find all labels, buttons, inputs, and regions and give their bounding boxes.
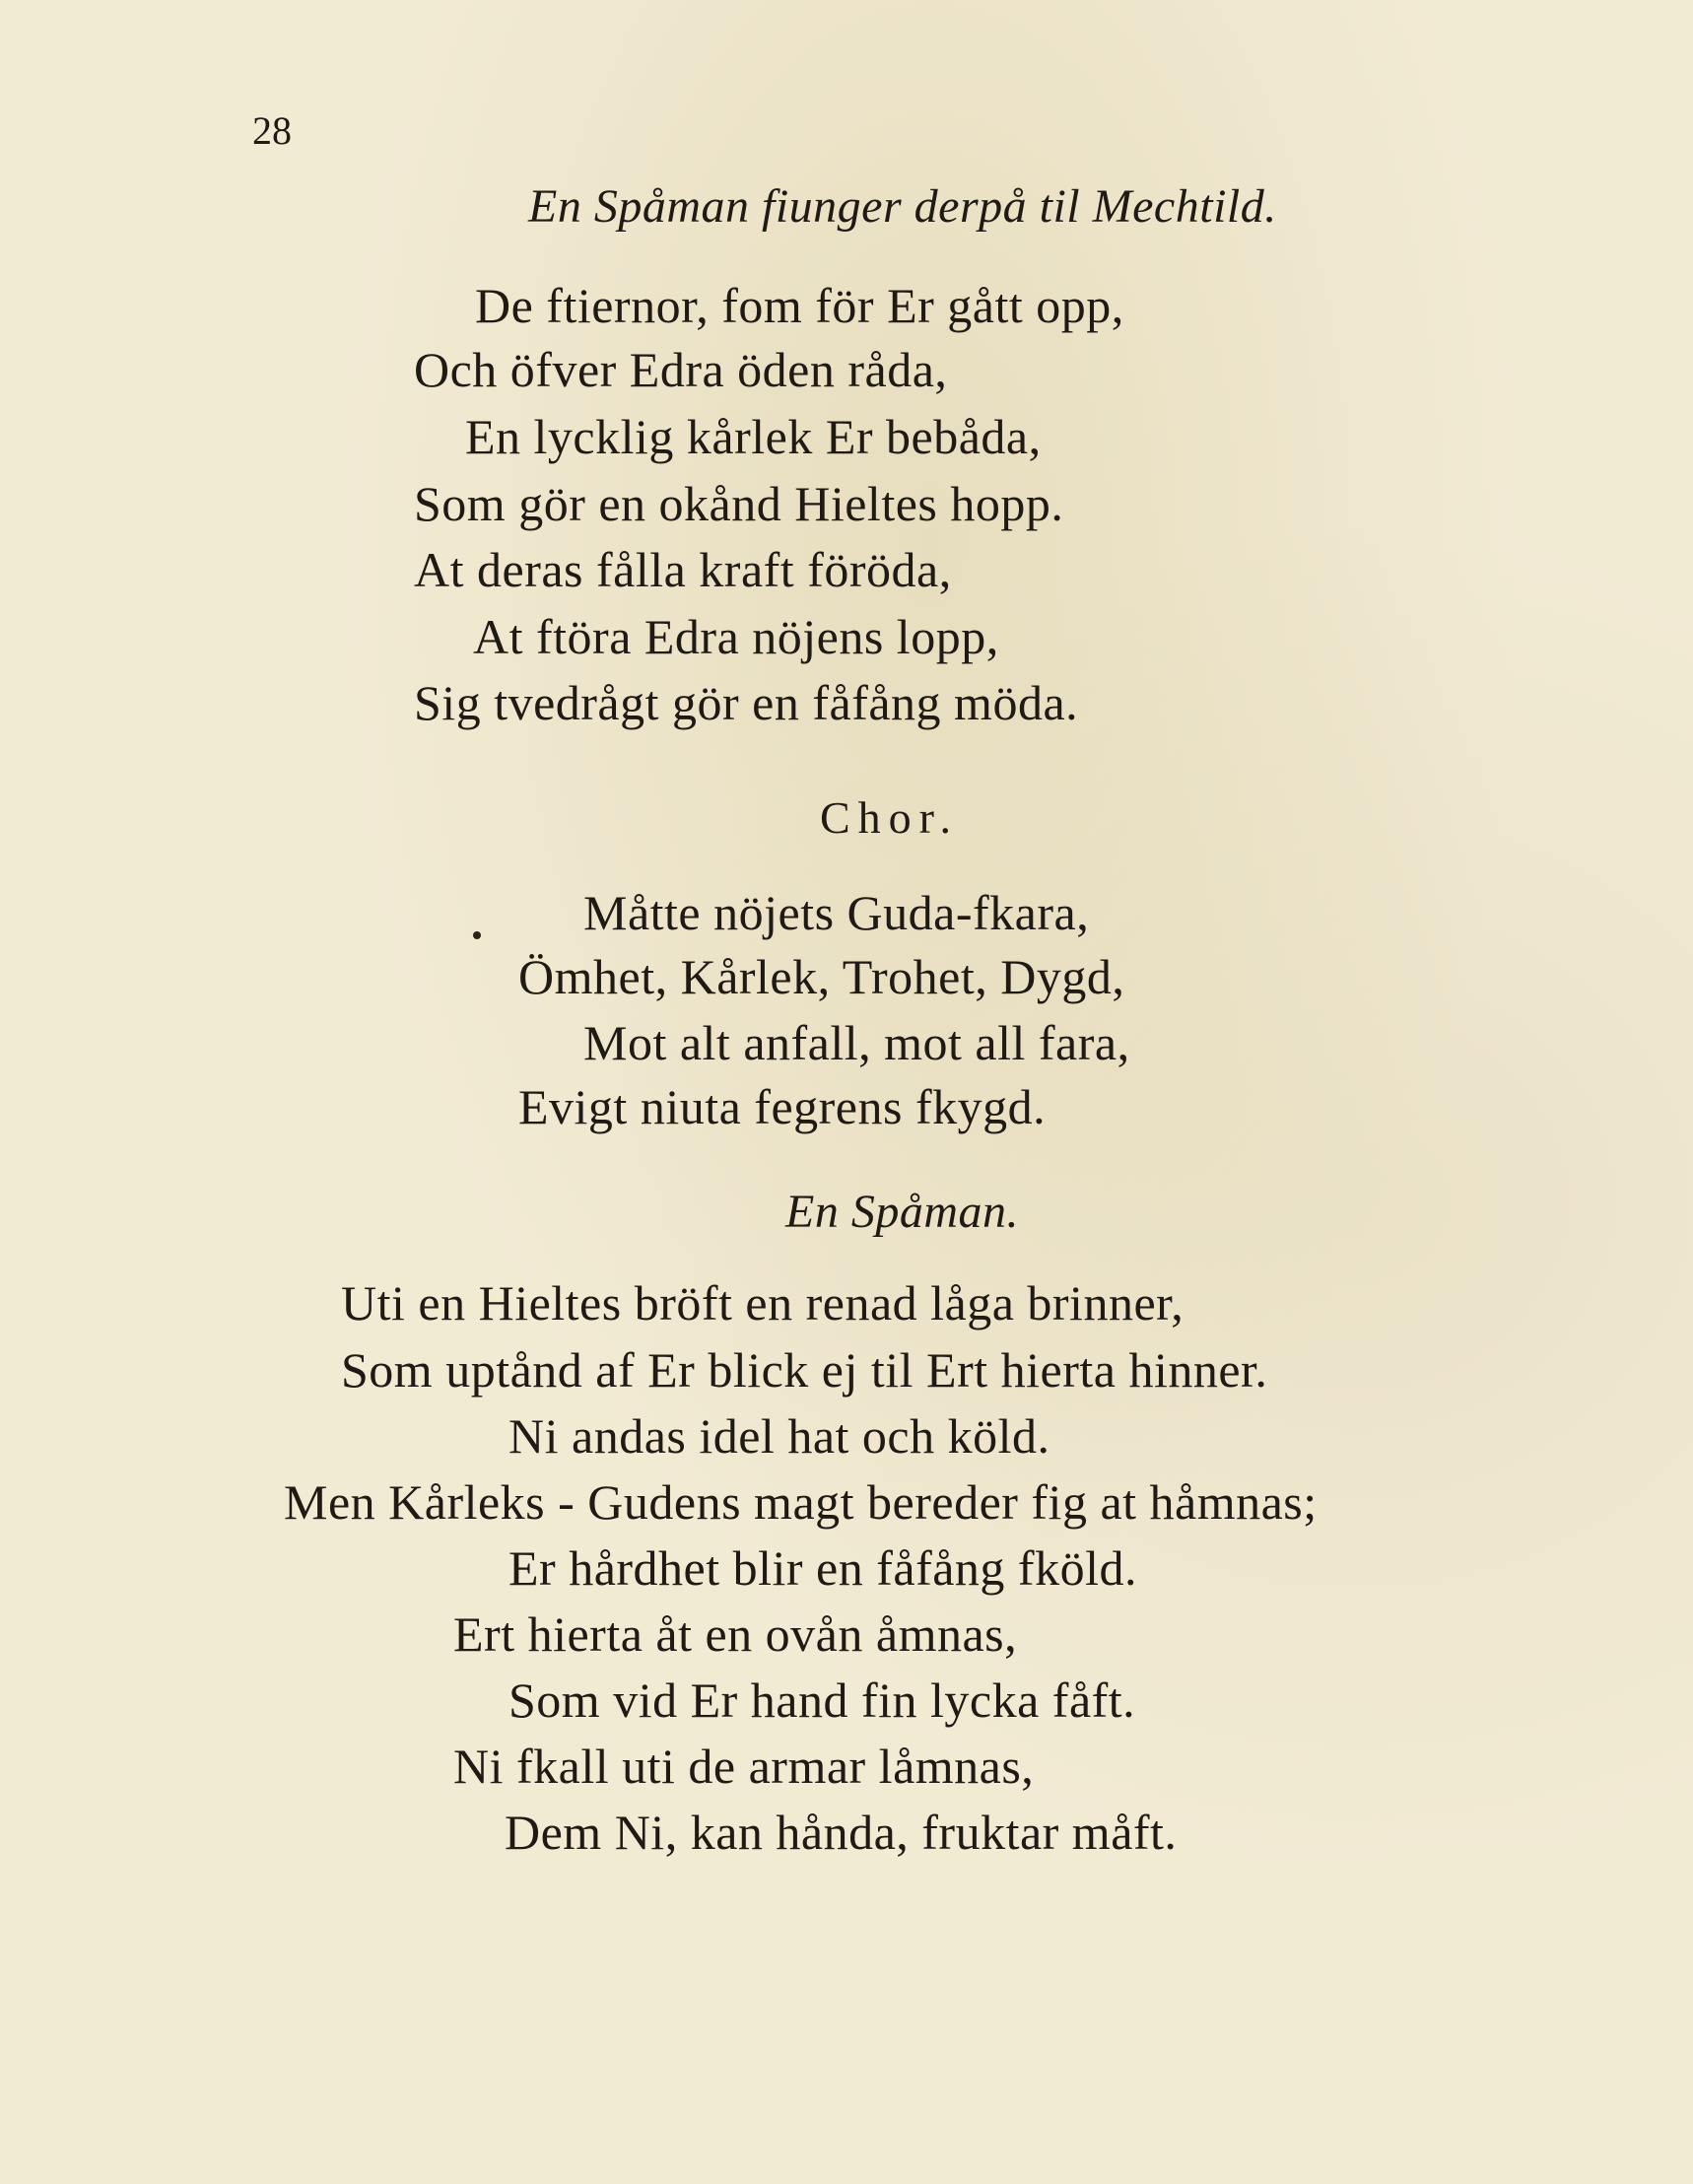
verse-line: Evigt niuta fegrens fkygd. xyxy=(518,1079,1047,1134)
verse-line: At deras fålla kraft föröda, xyxy=(414,542,952,597)
verse-line: Ömhet, Kårlek, Trohet, Dygd, xyxy=(518,949,1125,1004)
chorus-heading: Chor. xyxy=(820,792,959,843)
verse-line: Men Kårleks - Gudens magt bereder fig at håmnas; xyxy=(284,1474,1318,1530)
ink-dot xyxy=(473,931,481,939)
page-number: 28 xyxy=(252,108,292,153)
verse-line: Ni andas idel hat och köld. xyxy=(508,1408,1050,1464)
section-heading: En Spåman fiunger derpå til Mechtild. xyxy=(528,180,1277,233)
verse-line: Sig tvedrågt gör en fåfång möda. xyxy=(414,675,1079,730)
verse-line: Måtte nöjets Guda-fkara, xyxy=(583,885,1090,940)
verse-line: At ftöra Edra nöjens lopp, xyxy=(473,609,999,664)
verse-line: Dem Ni, kan hånda, fruktar måft. xyxy=(505,1805,1178,1860)
section-heading: En Spåman. xyxy=(785,1186,1019,1238)
verse-line: Uti en Hieltes bröft en renad låga brinner, xyxy=(341,1275,1185,1331)
verse-line: Som vid Er hand fin lycka fåft. xyxy=(508,1672,1136,1728)
verse-line: Er hårdhet blir en fåfång fköld. xyxy=(508,1540,1137,1596)
verse-line: Och öfver Edra öden råda, xyxy=(414,342,948,397)
verse-line: Mot alt anfall, mot all fara, xyxy=(583,1015,1130,1070)
verse-line: Ni fkall uti de armar låmnas, xyxy=(453,1739,1035,1794)
verse-line: De ftiernor, fom för Er gått opp, xyxy=(475,278,1124,333)
verse-line: Ert hierta åt en ovån åmnas, xyxy=(453,1606,1018,1662)
verse-line: Som gör en okånd Hieltes hopp. xyxy=(414,476,1064,531)
verse-line: Som uptånd af Er blick ej til Ert hierta hinner. xyxy=(341,1342,1268,1398)
verse-line: En lycklig kårlek Er bebåda, xyxy=(465,409,1042,464)
